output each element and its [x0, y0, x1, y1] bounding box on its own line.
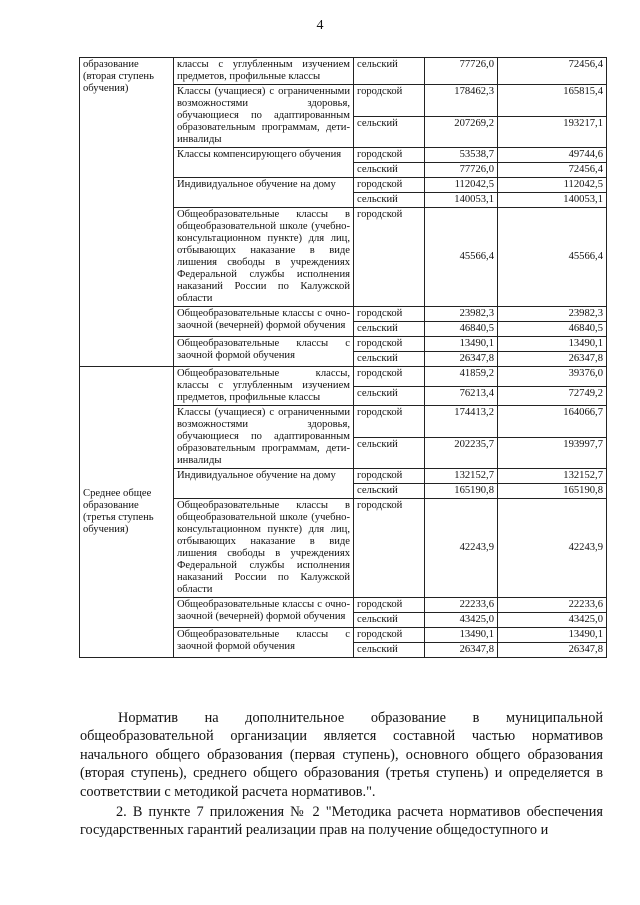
- locality-cell: городской: [354, 406, 425, 438]
- locality-cell: городской: [354, 208, 425, 307]
- paragraph-amendment: [80, 803, 603, 840]
- normative-value-cell: 202235,7: [425, 437, 498, 469]
- class-type-cell: Общеобразовательные классы с очно-заочной (вечерней) формой обучения: [174, 307, 354, 337]
- normatives-table-body: [80, 58, 607, 658]
- paragraph-text: 2. В пункте 7 приложения № 2 "Методика расчета нормативов обеспечения государственных гарантий реализации прав на получение общедоступного и: [80, 804, 603, 839]
- normative-value-cell: 26347,8: [425, 352, 498, 367]
- normative-value-2-cell: 26347,8: [498, 643, 607, 658]
- locality-cell: сельский: [354, 613, 425, 628]
- locality-cell: сельский: [354, 116, 425, 148]
- normative-value-cell: 140053,1: [425, 193, 498, 208]
- normatives-table: [79, 57, 607, 658]
- normative-value-cell: 178462,3: [425, 85, 498, 117]
- normative-value-2-cell: 132152,7: [498, 469, 607, 484]
- normative-value-cell: 22233,6: [425, 598, 498, 613]
- normative-value-2-cell: 13490,1: [498, 628, 607, 643]
- normative-value-2-cell: 140053,1: [498, 193, 607, 208]
- locality-cell: городской: [354, 178, 425, 193]
- education-level-cell: Среднее общее образование (третья ступень обучения): [80, 367, 174, 658]
- normative-value-2-cell: 43425,0: [498, 613, 607, 628]
- locality-cell: городской: [354, 85, 425, 117]
- locality-cell: сельский: [354, 193, 425, 208]
- normative-value-cell: 132152,7: [425, 469, 498, 484]
- locality-cell: сельский: [354, 484, 425, 499]
- normative-value-cell: 165190,8: [425, 484, 498, 499]
- normative-value-2-cell: 72456,4: [498, 58, 607, 85]
- locality-cell: сельский: [354, 386, 425, 406]
- normative-value-cell: 112042,5: [425, 178, 498, 193]
- normative-value-cell: 13490,1: [425, 337, 498, 352]
- normative-value-cell: 45566,4: [425, 208, 498, 307]
- normative-value-2-cell: 193997,7: [498, 437, 607, 469]
- locality-cell: сельский: [354, 352, 425, 367]
- normative-value-2-cell: 46840,5: [498, 322, 607, 337]
- normative-value-2-cell: 39376,0: [498, 367, 607, 387]
- normative-value-2-cell: 23982,3: [498, 307, 607, 322]
- locality-cell: городской: [354, 148, 425, 163]
- normative-value-cell: 76213,4: [425, 386, 498, 406]
- normative-value-2-cell: 165815,4: [498, 85, 607, 117]
- locality-cell: городской: [354, 367, 425, 387]
- normative-value-2-cell: 112042,5: [498, 178, 607, 193]
- locality-cell: сельский: [354, 437, 425, 469]
- normative-value-2-cell: 165190,8: [498, 484, 607, 499]
- normative-value-cell: 26347,8: [425, 643, 498, 658]
- locality-cell: городской: [354, 337, 425, 352]
- class-type-cell: Классы компенсирующего обучения: [174, 148, 354, 178]
- normative-value-2-cell: 164066,7: [498, 406, 607, 438]
- normative-value-cell: 42243,9: [425, 499, 498, 598]
- normative-value-2-cell: 26347,8: [498, 352, 607, 367]
- locality-cell: городской: [354, 307, 425, 322]
- locality-cell: городской: [354, 469, 425, 484]
- normative-value-cell: 207269,2: [425, 116, 498, 148]
- normative-value-cell: 43425,0: [425, 613, 498, 628]
- normative-value-2-cell: 72749,2: [498, 386, 607, 406]
- normative-value-2-cell: 22233,6: [498, 598, 607, 613]
- locality-cell: сельский: [354, 643, 425, 658]
- table-row: [80, 367, 607, 387]
- locality-cell: городской: [354, 598, 425, 613]
- class-type-cell: Общеобразовательные классы в общеобразовательной школе (учебно-консультационном пункте) для лиц, отбывающих наказание в виде лишения свободы в учреждениях Федеральной службы исполнения наказаний России по Калужской области: [174, 499, 354, 598]
- normative-value-cell: 13490,1: [425, 628, 498, 643]
- normative-value-cell: 41859,2: [425, 367, 498, 387]
- class-type-cell: Общеобразовательные классы в общеобразовательной школе (учебно-консультационном пункте) для лиц, отбывающих наказание в виде лишения свободы в учреждениях Федеральной службы исполнения наказаний России по Калужской области: [174, 208, 354, 307]
- normative-value-cell: 53538,7: [425, 148, 498, 163]
- normative-value-2-cell: 193217,1: [498, 116, 607, 148]
- education-level-cell: образование (вторая ступень обучения): [80, 58, 174, 367]
- paragraph-additional-education: [80, 709, 603, 801]
- locality-cell: сельский: [354, 163, 425, 178]
- class-type-cell: Классы (учащиеся) с ограниченными возможностями здоровья, обучающиеся по адаптированным образовательным программам, дети-инвалиды: [174, 85, 354, 148]
- page-number: 4: [316, 18, 324, 33]
- class-type-cell: Общеобразовательные классы с заочной формой обучения: [174, 628, 354, 658]
- normative-value-cell: 77726,0: [425, 163, 498, 178]
- normative-value-cell: 23982,3: [425, 307, 498, 322]
- normative-value-cell: 174413,2: [425, 406, 498, 438]
- class-type-cell: Общеобразовательные классы с заочной формой обучения: [174, 337, 354, 367]
- class-type-cell: Общеобразовательные классы, классы с углубленным изучением предметов, профильные классы: [174, 367, 354, 406]
- normative-value-2-cell: 42243,9: [498, 499, 607, 598]
- normative-value-cell: 46840,5: [425, 322, 498, 337]
- normative-value-2-cell: 13490,1: [498, 337, 607, 352]
- class-type-cell: Индивидуальное обучение на дому: [174, 178, 354, 208]
- locality-cell: сельский: [354, 322, 425, 337]
- normative-value-2-cell: 72456,4: [498, 163, 607, 178]
- class-type-cell: Общеобразовательные классы с очно-заочной (вечерней) формой обучения: [174, 598, 354, 628]
- normative-value-cell: 77726,0: [425, 58, 498, 85]
- locality-cell: городской: [354, 628, 425, 643]
- class-type-cell: Индивидуальное обучение на дому: [174, 469, 354, 499]
- normative-value-2-cell: 45566,4: [498, 208, 607, 307]
- class-type-cell: Классы (учащиеся) с ограниченными возможностями здоровья, обучающиеся по адаптированным образовательным программам, дети-инвалиды: [174, 406, 354, 469]
- normative-value-2-cell: 49744,6: [498, 148, 607, 163]
- locality-cell: сельский: [354, 58, 425, 85]
- table-row: [80, 58, 607, 85]
- paragraph-text: Норматив на дополнительное образование в муниципальной общеобразовательной организации является составной частью нормативов начального общего образования (первая ступень), основного общего образования (вторая ступень), среднего общего образования (третья ступень) и определяется в соответствии с методикой расчета нормативов.".: [80, 710, 603, 800]
- class-type-cell: классы с углубленным изучением предметов, профильные классы: [174, 58, 354, 85]
- locality-cell: городской: [354, 499, 425, 598]
